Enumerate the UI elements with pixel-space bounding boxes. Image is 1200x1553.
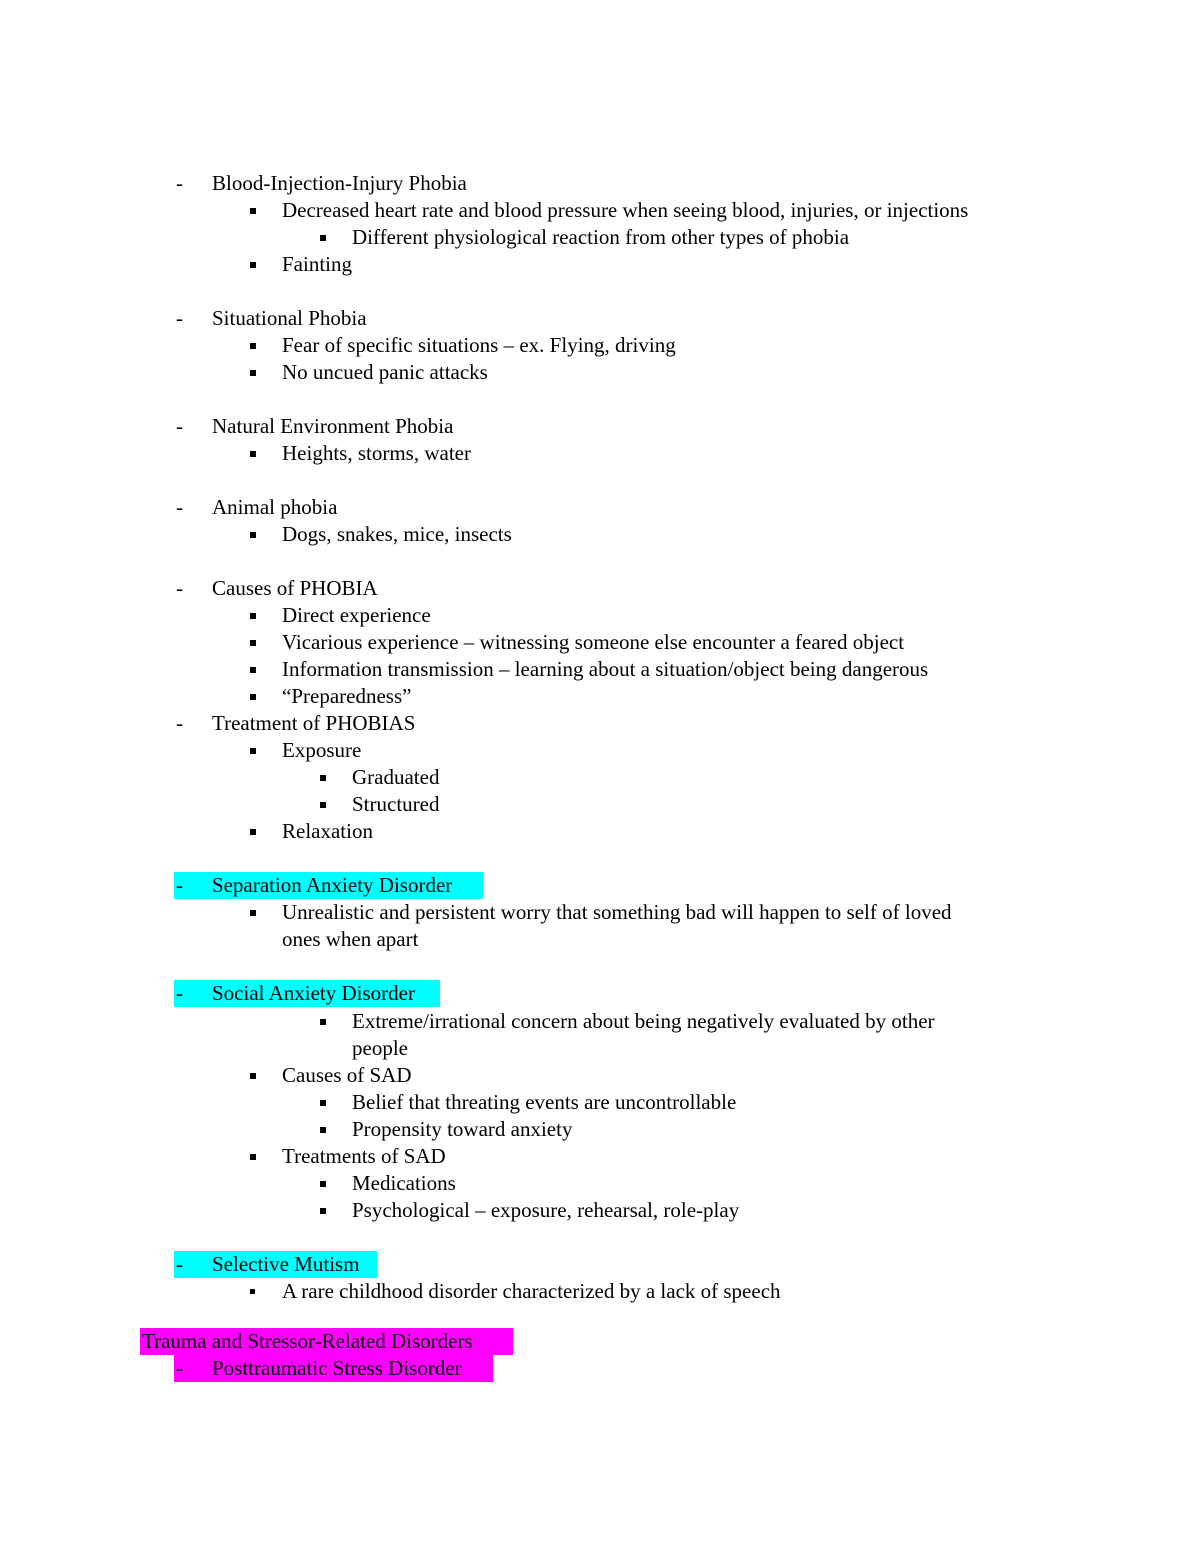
situational-phobia-heading-row bbox=[0, 305, 1200, 332]
square-bullet-icon bbox=[250, 359, 256, 386]
list-item bbox=[0, 1062, 1200, 1089]
list-item-text: Fainting bbox=[282, 252, 353, 276]
list-item bbox=[0, 521, 1200, 548]
list-item-text: Graduated bbox=[352, 765, 440, 789]
square-bullet-icon bbox=[250, 683, 256, 710]
blood-phobia-heading-row bbox=[0, 170, 1200, 197]
dash-marker: - bbox=[176, 711, 183, 735]
dash-marker: - bbox=[176, 495, 183, 519]
list-item-text: Treatments of SAD bbox=[282, 1144, 446, 1168]
dash-marker: - bbox=[176, 576, 183, 600]
square-bullet-icon bbox=[320, 791, 326, 818]
square-bullet-icon bbox=[250, 602, 256, 629]
square-bullet-icon bbox=[320, 1008, 326, 1035]
blood-phobia-heading: Blood-Injection-Injury Phobia bbox=[212, 171, 467, 195]
square-bullet-icon bbox=[250, 629, 256, 656]
list-item bbox=[0, 899, 1200, 926]
list-item-text: Medications bbox=[352, 1171, 456, 1195]
dash-marker: - bbox=[176, 981, 183, 1005]
list-item-text: Relaxation bbox=[282, 819, 373, 843]
list-item-text: people bbox=[352, 1036, 408, 1060]
dash-marker: - bbox=[176, 171, 183, 195]
list-item-text: Propensity toward anxiety bbox=[352, 1117, 573, 1141]
list-item-text: Different physiological reaction from other types of phobia bbox=[352, 225, 850, 249]
square-bullet-icon bbox=[250, 656, 256, 683]
dash-marker: - bbox=[176, 1252, 183, 1276]
list-item bbox=[0, 197, 1200, 224]
separation-anxiety-heading-row bbox=[0, 872, 1200, 899]
animal-phobia-heading-row bbox=[0, 494, 1200, 521]
list-item bbox=[0, 1170, 1200, 1197]
ptsd-heading: Posttraumatic Stress Disorder bbox=[212, 1356, 462, 1380]
list-item bbox=[0, 683, 1200, 710]
list-item-text: Direct experience bbox=[282, 603, 431, 627]
list-item-text: Belief that threating events are uncontrollable bbox=[352, 1090, 737, 1114]
list-item-text: Unrealistic and persistent worry that something bad will happen to self of loved bbox=[282, 900, 952, 924]
square-bullet-icon bbox=[250, 1062, 256, 1089]
list-item bbox=[0, 1008, 1200, 1035]
square-bullet-icon bbox=[320, 1116, 326, 1143]
dash-marker: - bbox=[176, 873, 183, 897]
selective-mutism-heading-row bbox=[0, 1251, 1200, 1278]
separation-anxiety-heading: Separation Anxiety Disorder bbox=[212, 873, 453, 897]
list-item-text: Fear of specific situations – ex. Flying, driving bbox=[282, 333, 676, 357]
dash-marker: - bbox=[176, 414, 183, 438]
list-item bbox=[0, 791, 1200, 818]
list-item-continuation bbox=[0, 1035, 1200, 1062]
list-item bbox=[0, 1197, 1200, 1224]
list-item-text: Structured bbox=[352, 792, 440, 816]
dash-marker: - bbox=[176, 306, 183, 330]
list-item bbox=[0, 1143, 1200, 1170]
treatment-phobias-heading-row bbox=[0, 710, 1200, 737]
animal-phobia-heading: Animal phobia bbox=[212, 495, 338, 519]
list-item-text: Vicarious experience – witnessing someone else encounter a feared object bbox=[282, 630, 905, 654]
square-bullet-icon bbox=[250, 332, 256, 359]
list-item bbox=[0, 602, 1200, 629]
list-item-text: Causes of SAD bbox=[282, 1063, 412, 1087]
ptsd-heading-row bbox=[0, 1355, 1200, 1382]
list-item bbox=[0, 1089, 1200, 1116]
list-item bbox=[0, 629, 1200, 656]
natural-phobia-heading-row bbox=[0, 413, 1200, 440]
situational-phobia-heading: Situational Phobia bbox=[212, 306, 367, 330]
square-bullet-icon bbox=[320, 1089, 326, 1116]
list-item-text: Heights, storms, water bbox=[282, 441, 471, 465]
square-bullet-icon bbox=[320, 1197, 326, 1224]
list-item bbox=[0, 737, 1200, 764]
square-bullet-icon bbox=[250, 197, 256, 224]
list-item bbox=[0, 656, 1200, 683]
square-bullet-icon bbox=[320, 764, 326, 791]
square-bullet-icon bbox=[250, 1143, 256, 1170]
list-item-text: Decreased heart rate and blood pressure when seeing blood, injuries, or injections bbox=[282, 198, 969, 222]
list-item-text: Information transmission – learning about a situation/object being dangerous bbox=[282, 657, 929, 681]
list-item bbox=[0, 1116, 1200, 1143]
list-item bbox=[0, 332, 1200, 359]
list-item-text: A rare childhood disorder characterized by a lack of speech bbox=[282, 1279, 781, 1303]
square-bullet-icon bbox=[250, 1278, 255, 1305]
list-item bbox=[0, 764, 1200, 791]
list-item-text: ones when apart bbox=[282, 927, 419, 951]
social-anxiety-heading: Social Anxiety Disorder bbox=[212, 981, 415, 1005]
list-item bbox=[0, 1278, 1200, 1305]
list-item bbox=[0, 818, 1200, 845]
dash-marker: - bbox=[176, 1356, 183, 1380]
causes-phobia-heading: Causes of PHOBIA bbox=[212, 576, 378, 600]
list-item-text: Extreme/irrational concern about being negatively evaluated by other bbox=[352, 1009, 935, 1033]
list-item bbox=[0, 440, 1200, 467]
square-bullet-icon bbox=[250, 737, 256, 764]
square-bullet-icon bbox=[250, 818, 256, 845]
list-item bbox=[0, 359, 1200, 386]
list-item-text: Exposure bbox=[282, 738, 362, 762]
selective-mutism-heading: Selective Mutism bbox=[212, 1252, 360, 1276]
list-item-text: No uncued panic attacks bbox=[282, 360, 488, 384]
list-item bbox=[0, 251, 1200, 278]
treatment-phobias-heading: Treatment of PHOBIAS bbox=[212, 711, 416, 735]
square-bullet-icon bbox=[320, 224, 326, 251]
list-item-continuation bbox=[0, 926, 1200, 953]
square-bullet-icon bbox=[320, 1170, 326, 1197]
square-bullet-icon bbox=[250, 440, 256, 467]
square-bullet-icon bbox=[250, 521, 256, 548]
list-item bbox=[0, 224, 1200, 251]
square-bullet-icon bbox=[250, 899, 256, 926]
square-bullet-icon bbox=[250, 251, 256, 278]
trauma-section-title: Trauma and Stressor-Related Disorders bbox=[142, 1329, 473, 1353]
list-item-text: “Preparedness” bbox=[282, 684, 412, 708]
social-anxiety-heading-row bbox=[0, 980, 1200, 1007]
list-item-text: Dogs, snakes, mice, insects bbox=[282, 522, 512, 546]
causes-phobia-heading-row bbox=[0, 575, 1200, 602]
natural-phobia-heading: Natural Environment Phobia bbox=[212, 414, 454, 438]
list-item-text: Psychological – exposure, rehearsal, role-play bbox=[352, 1198, 740, 1222]
